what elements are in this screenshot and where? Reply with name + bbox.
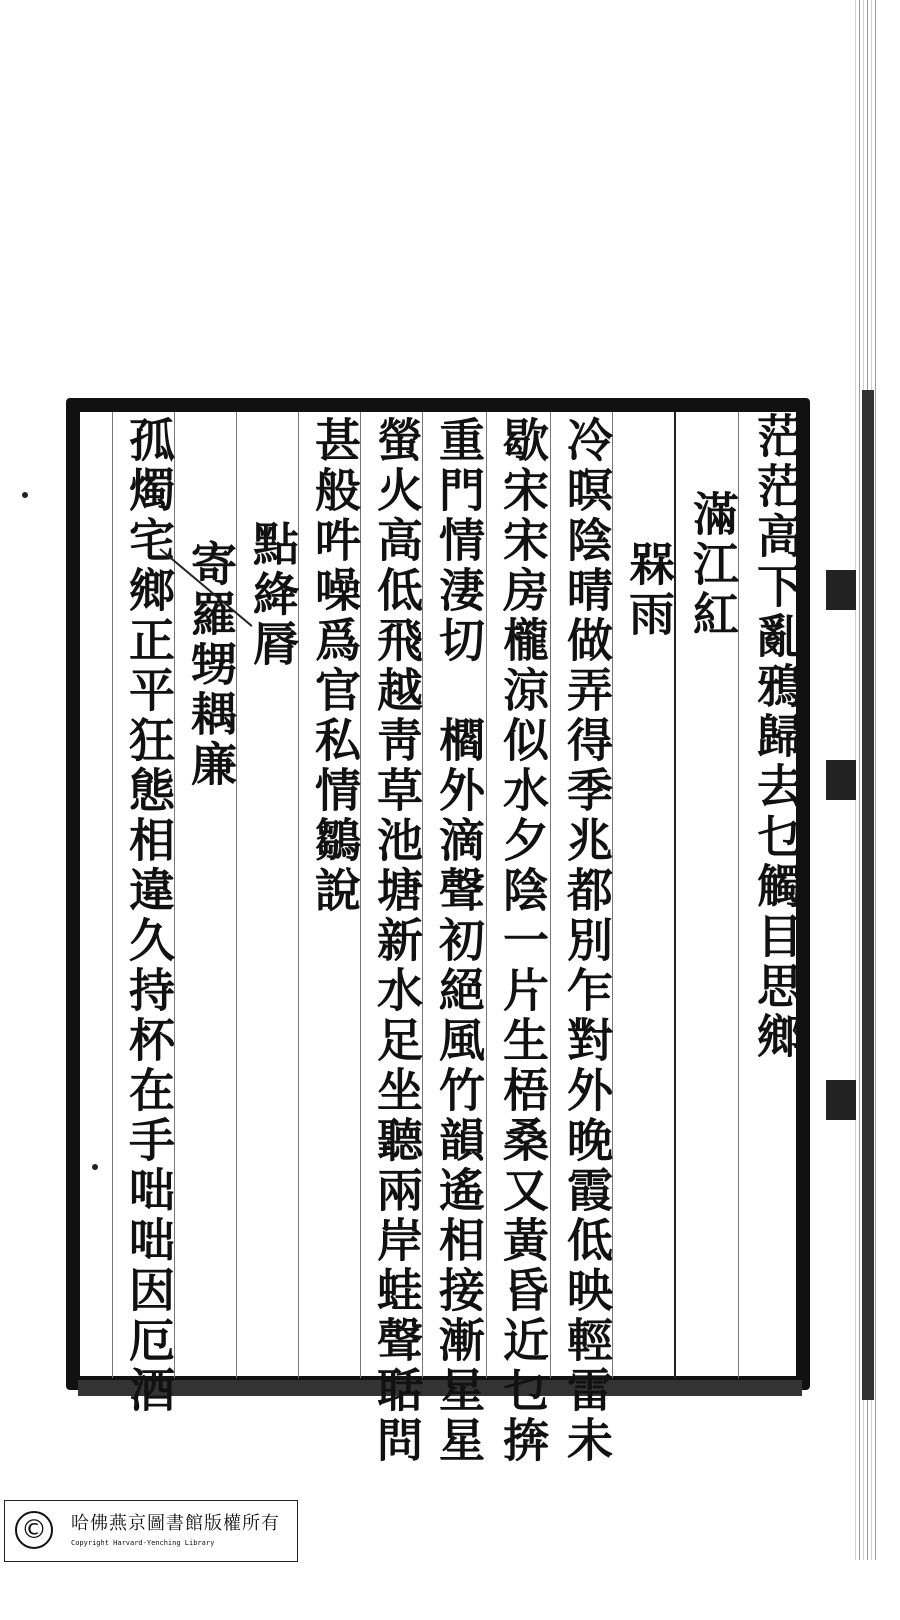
text-column-2: 滿江紅 [686, 490, 740, 640]
ink-dot [92, 1164, 98, 1170]
column-rule [112, 412, 113, 1378]
text-column-5: 歇宋宋房櫳涼似水夕陰一片生梧桑又黃昏近乜捹 [496, 416, 550, 1466]
text-column-9: 點絳脣 [246, 520, 300, 670]
text-column-10: 寄羅甥耦廉 [184, 540, 238, 790]
copyright-text-english: Copyright Harvard-Yenching Library [71, 1539, 215, 1547]
copyright-stamp [4, 1500, 298, 1562]
binding-mark [826, 760, 856, 800]
text-column-11: 孤燭宅鄉正平狂態相違久持杯在手咄咄因厄酒 [122, 416, 176, 1416]
text-column-7: 螢火高低飛越靑草池塘新水足坐聽兩岸蛙聲聒問 [370, 416, 424, 1466]
binding-mark [826, 1080, 856, 1120]
text-column-4: 冷暝陰晴做弄得季兆都別乍對外晚霞低映輕雷未 [560, 416, 614, 1466]
ink-dot [22, 492, 28, 498]
binding-shadow [862, 390, 874, 1400]
text-column-6: 重門情淒切 櫩外滴聲初絕風竹韻遙相接漸星星 [432, 416, 486, 1466]
binding-mark [826, 570, 856, 610]
text-column-3: 槑雨 [622, 540, 676, 640]
text-column-8: 甚般吽噪爲官私情鶵說 [308, 416, 362, 916]
copyright-text-chinese: 哈佛燕京圖書館版權所有 [71, 1513, 280, 1534]
copyright-icon: © [15, 1511, 53, 1549]
text-column-1: 茫茫高下亂鴉歸去乜觸目思鄉 [750, 412, 804, 1062]
